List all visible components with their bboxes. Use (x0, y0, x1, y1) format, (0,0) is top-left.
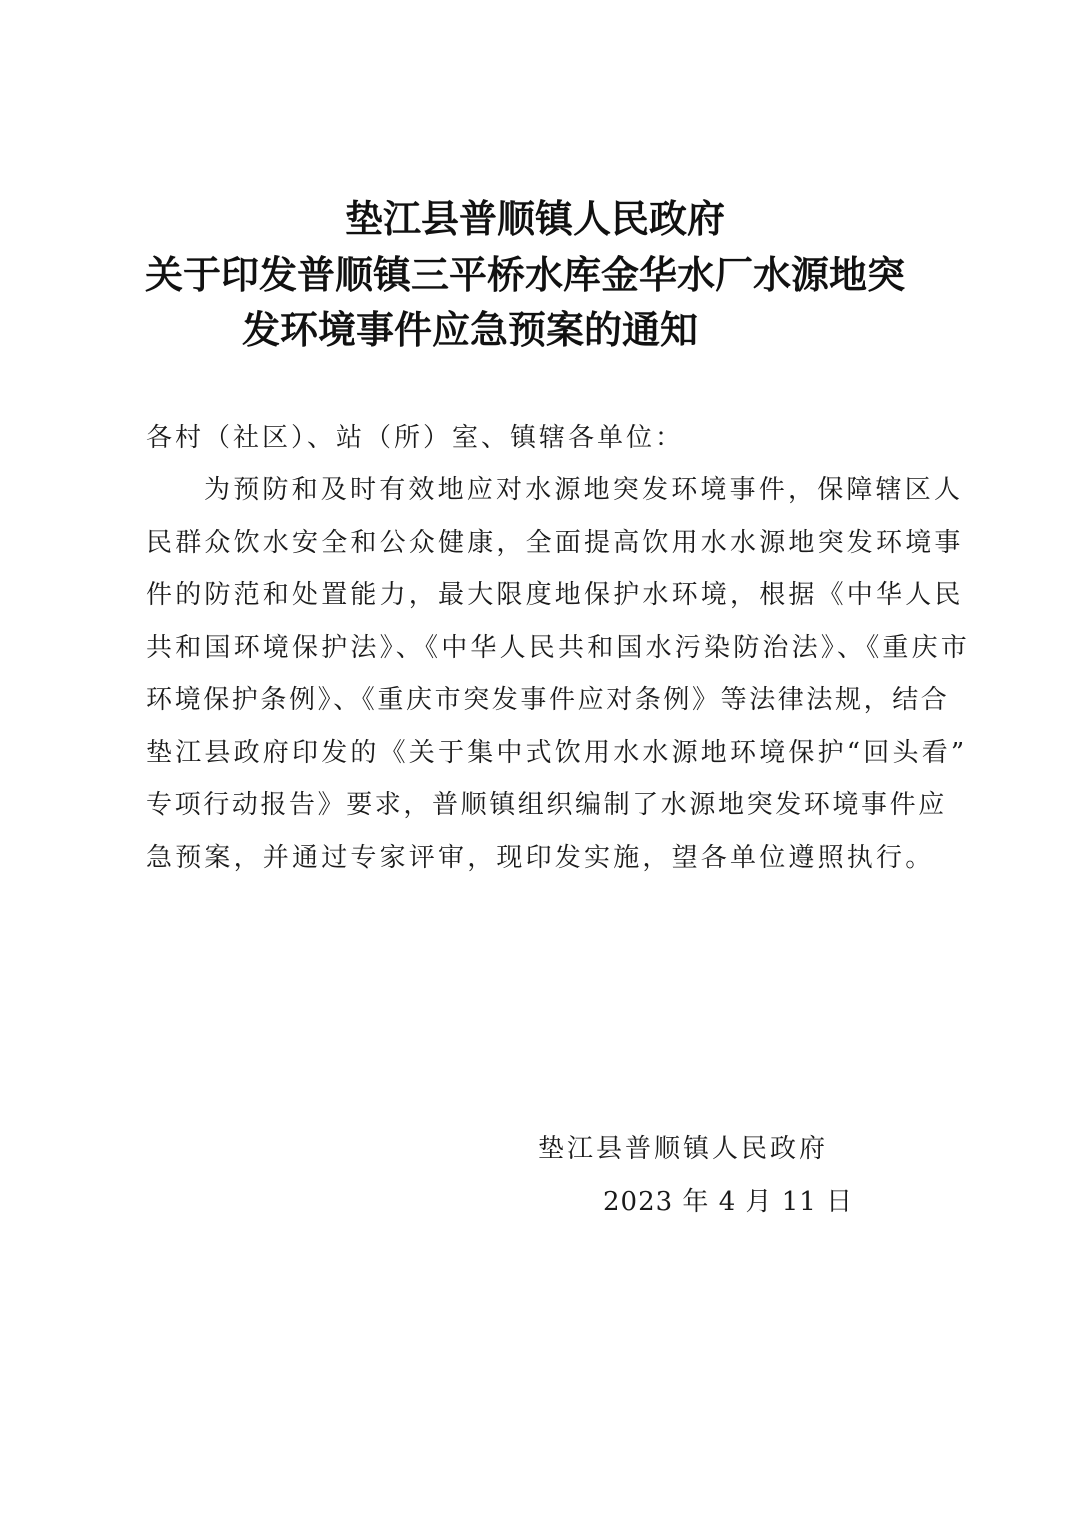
body-line: 专项行动报告》要求，普顺镇组织编制了水源地突发环境事件应 (146, 790, 947, 820)
title-line-2: 关于印发普顺镇三平桥水库金华水厂水源地突 (145, 252, 906, 297)
body-line: 环境保护条例》、《重庆市突发事件应对条例》等法律法规，结合 (146, 685, 950, 715)
title-line-3: 发环境事件应急预案的通知 (242, 307, 699, 352)
body-line: 为预防和及时有效地应对水源地突发环境事件，保障辖区人 (204, 475, 964, 505)
body-line: 垫江县政府印发的《关于集中式饮用水水源地环境保护“回头看” (146, 738, 968, 768)
body-line: 共和国环境保护法》、《中华人民共和国水污染防治法》、《重庆市 (146, 633, 971, 663)
issue-date: 2023 年 4 月 11 日 (603, 1187, 854, 1217)
title-line-1: 垫江县普顺镇人民政府 (345, 196, 726, 241)
body-line: 急预案，并通过专家评审，现印发实施，望各单位遵照执行。 (146, 843, 935, 873)
body-line: 件的防范和处置能力，最大限度地保护水环境，根据《中华人民 (146, 580, 964, 610)
body-line: 民群众饮水安全和公众健康，全面提高饮用水水源地突发环境事 (146, 528, 964, 558)
salutation: 各村（社区）、站（所）室、镇辖各单位： (146, 423, 685, 453)
issuer-name: 垫江县普顺镇人民政府 (538, 1134, 829, 1164)
